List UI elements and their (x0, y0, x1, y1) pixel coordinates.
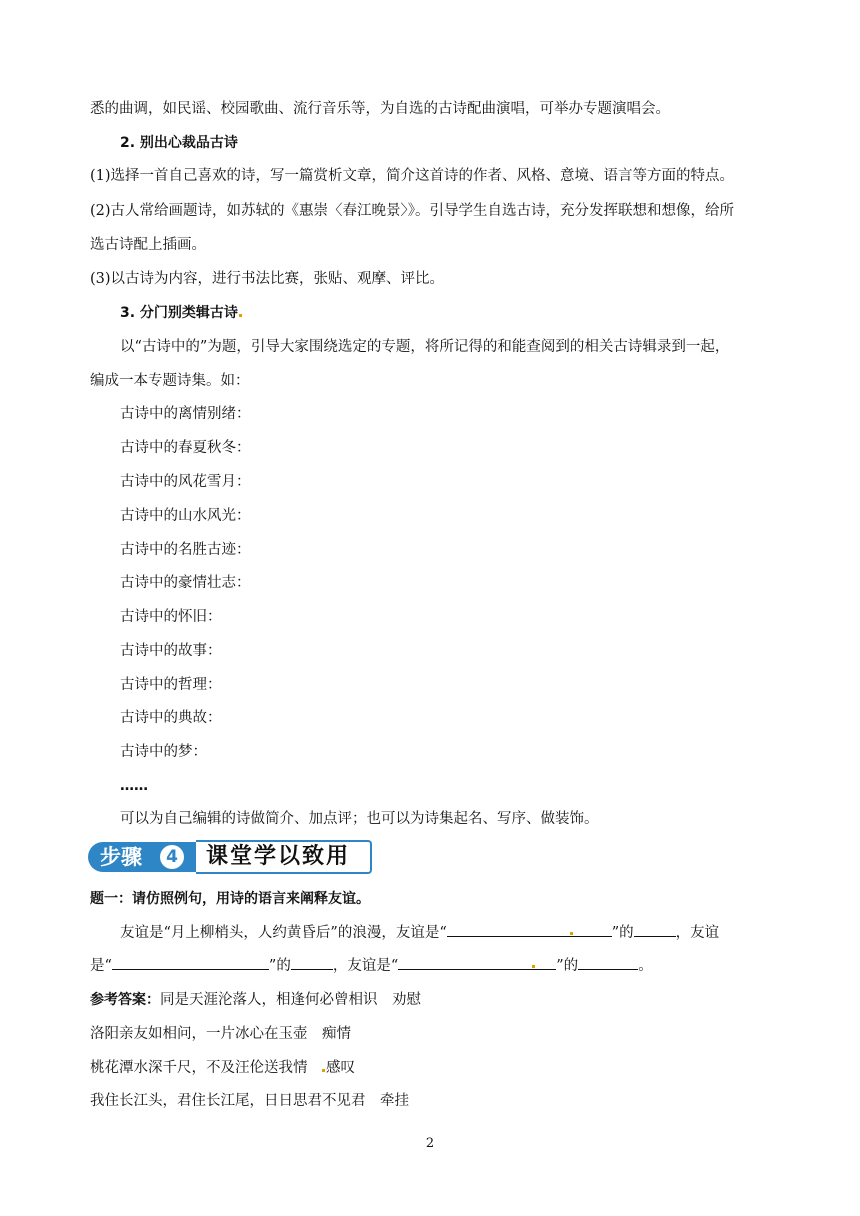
answer-line: 我住长江头，君住长江尾，日日思君不见君 牵挂 (90, 1093, 409, 1109)
topic-item: 古诗中的名胜古迹： (120, 542, 251, 558)
highlight-dot (570, 932, 573, 935)
section3-heading-text: 3. 分门别类辑古诗 (120, 305, 238, 321)
answer-blank[interactable] (634, 922, 676, 937)
topic-item: 古诗中的梦： (120, 744, 207, 760)
step-label: 步骤 (88, 842, 196, 872)
question-line-1 (120, 922, 719, 943)
step-number-badge: 4 (160, 845, 184, 869)
ellipsis: …… (120, 778, 148, 794)
question-text: ，友谊 (675, 925, 720, 941)
question-text: 是“ (90, 958, 112, 974)
section3-desc-2: 编成一本专题诗集。如： (90, 373, 250, 389)
question-line-2 (90, 955, 653, 976)
answer-blank[interactable] (398, 955, 556, 970)
answer-line: 洛阳亲友如相问，一片冰心在玉壶 痴情 (90, 1026, 351, 1042)
section3-heading (120, 303, 242, 323)
question-text: 友谊是“月上柳梢头，人约黄昏后”的浪漫，友谊是“ (120, 925, 447, 941)
section2-item-2: (2)古人常给画题诗，如苏轼的《惠崇〈春江晚景〉》。引导学生自选古诗，充分发挥联想和想像，给所 (90, 203, 735, 219)
section2-item-2-cont: 选古诗配上插画。 (90, 237, 206, 253)
topic-item: 古诗中的哲理： (120, 677, 222, 693)
section2-item-3: (3)以古诗为内容，进行书法比赛，张贴、观摩、评比。 (90, 271, 445, 287)
question-text: ”的 (268, 958, 291, 974)
question-text: ，友谊是“ (332, 958, 399, 974)
topic-item: 古诗中的春夏秋冬： (120, 440, 251, 456)
page-number: 2 (425, 1136, 435, 1151)
topic-item: 古诗中的离情别绪： (120, 406, 251, 422)
intro-line: 悉的曲调，如民谣、校园歌曲、流行音乐等，为自选的古诗配曲演唱，可举办专题演唱会。 (90, 101, 670, 117)
topic-item: 古诗中的怀旧： (120, 609, 222, 625)
question-text: 。 (638, 958, 653, 974)
step-banner (88, 840, 372, 876)
topic-item: 古诗中的山水风光： (120, 508, 251, 524)
section2-heading: 2. 别出心裁品古诗 (120, 135, 238, 151)
answer-label: 参考答案： (90, 992, 160, 1008)
question-title: 题一：请仿照例句，用诗的语言来阐释友谊。 (90, 891, 370, 907)
question-text: ”的 (611, 925, 634, 941)
answer-blank[interactable] (112, 955, 269, 970)
highlight-dot (532, 965, 535, 968)
topic-item: 古诗中的典故： (120, 710, 222, 726)
topic-item: 古诗中的故事： (120, 643, 222, 659)
answer-text: 桃花潭水深千尺，不及汪伦送我情 (90, 1060, 322, 1076)
section3-desc-1: 以“古诗中的”为题，引导大家围绕选定的专题，将所记得的和能查阅到的相关古诗辑录到一起， (120, 339, 730, 355)
answer-blank[interactable] (291, 955, 333, 970)
answer-line (90, 1058, 355, 1078)
answer-text: 感叹 (326, 1060, 355, 1076)
highlight-dot (322, 1069, 325, 1072)
topic-item: 古诗中的豪情壮志： (120, 575, 251, 591)
step-title: 课堂学以致用 (196, 840, 372, 874)
answer-line (90, 990, 421, 1010)
highlight-dot (239, 314, 242, 317)
section3-closing: 可以为自己编辑的诗做简介、加点评；也可以为诗集起名、写序、做装饰。 (120, 811, 599, 827)
topic-item: 古诗中的风花雪月： (120, 474, 251, 490)
question-text: ”的 (556, 958, 579, 974)
answer-blank[interactable] (447, 922, 612, 937)
section2-item-1: (1)选择一首自己喜欢的诗，写一篇赏析文章，简介这首诗的作者、风格、意境、语言等方面的特点。 (90, 168, 735, 184)
answer-blank[interactable] (578, 955, 638, 970)
answer-text: 同是天涯沦落人，相逢何必曾相识 劝慰 (160, 992, 421, 1008)
